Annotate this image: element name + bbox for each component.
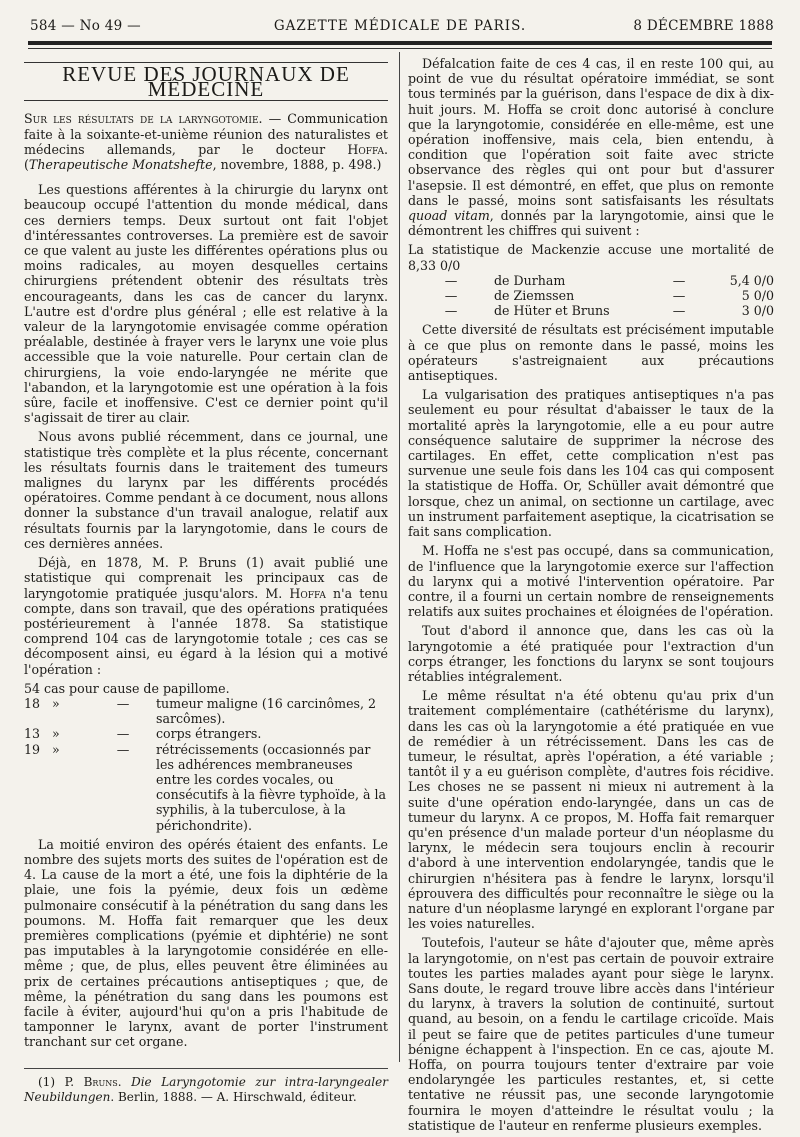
case-count: 13 xyxy=(24,726,41,742)
page-number: 584 xyxy=(30,18,57,34)
footnote-title: Die Laryngotomie zur intra-laryngealer Neubildungen xyxy=(24,1074,388,1104)
paragraph-italic: quoad vitam xyxy=(408,208,490,224)
ditto-dash: — xyxy=(116,741,130,757)
paragraph: M. Hoffa ne s'est pas occupé, dans sa communication, de l'influence que la laryngotomie exerce sur l'affection du larynx qui a motivé l'intervention opératoire. Par contre, il a fourni un certain nombre de renseignements relatifs aux suites prochaines et éloignées de l'opération. xyxy=(408,543,774,620)
ditto-mark: » xyxy=(52,695,60,711)
footnote-rule xyxy=(24,1068,388,1069)
stats-value: 5,4 0/0 xyxy=(729,272,774,288)
stats-row xyxy=(408,242,774,272)
case-count: 54 cas pour cause de papillome. xyxy=(24,680,230,696)
paragraph xyxy=(408,56,774,238)
stats-row xyxy=(408,288,774,303)
header-rule-thick xyxy=(28,41,772,45)
issue-number: — No 49 — xyxy=(61,18,141,34)
list-item xyxy=(24,681,388,696)
article-source-rest: , novembre, 1888, p. 498.) xyxy=(212,157,382,173)
ditto-dash: — xyxy=(444,288,458,304)
article-title: Sur les résultats de la laryngotomie. xyxy=(24,111,263,127)
case-text: rétrécissements (occasionnés par les adhérences membraneuses entre les cordes vocales, ou consécutifs à la fièvre typhoïde, à la syphilis, à la tuberculose, à la périchondrite). xyxy=(156,741,387,833)
footnote-sep: . xyxy=(117,1074,132,1089)
ditto-dash: — xyxy=(672,288,686,304)
section-title: REVUE DES JOURNAUX DE MÉDECINE xyxy=(24,62,388,101)
mortality-stats xyxy=(408,242,774,318)
footnote xyxy=(24,1075,388,1105)
paragraph: La vulgarisation des pratiques antiseptiques n'a pas seulement eu pour résultat d'abaisser le taux de la mortalité après la laryngotomie, elle a eu pour autre conséquence salutaire de supprimer la nécrose des cartilages. En effet, cette complication n'est pas survenue une seule fois dans les 104 cas qui composent la statistique de Hoffa. Or, Schüller avait démontré que lorsque, chez un animal, on sectionne un cartilage, avec un instrument parfaitement aseptique, la cicatrisation se fait sans complication. xyxy=(408,387,774,540)
stats-name: de Hüter et Bruns xyxy=(494,303,610,319)
paragraph: Les questions afférentes à la chirurgie du larynx ont beaucoup occupé l'attention du monde médical, dans ces derniers temps. Deux surtout ont fait l'objet d'intéressantes controverses. La première est de savoir ce que valent au juste les différentes opérations plus ou moins radicales, au moyen desquelles certains chirurgiens prétendent obtenir des résultats très encourageants, dans les cas de cancer du larynx. L'autre est d'ordre plus général ; elle est relative à la valeur de la laryngotomie envisagée comme opération préalable, destinée à frayer vers le larynx une voie plus accessible que la voie naturelle. Pour certain clan de chirurgiens, la voie endo-laryngée ne mérite que l'abandon, et la laryngotomie est une opération à la fois sûre, facile et inoffensive. C'est ce dernier point qu'il s'agissait de tirer au clair. xyxy=(24,182,388,426)
right-column xyxy=(408,56,774,1137)
footnote-author: Bruns xyxy=(83,1074,118,1089)
paragraph: La moitié environ des opérés étaient des enfants. Le nombre des sujets morts des suites de l'opération est de 4. La cause de la mort a été, une fois la diphtérie de la plaie, une fois la pyémie, deux fois un œdème pulmonaire consécutif à la pénétration du sang dans les poumons. M. Hoffa fait remarquer que les deux premières complications (pyémie et diphtérie) ne sont pas imputables à la laryngotomie considérée en elle-même ; que, de plus, elles peuvent être éliminées au prix de certaines précautions antiseptiques ; que, de même, la pénétration du sang dans les poumons est facile à éviter, aujourd'hui qu'on a pris l'habitude de tamponner le larynx, avant de porter l'instrument tranchant sur cet organe. xyxy=(24,836,388,1050)
paragraph: Tout d'abord il annonce que, dans les cas où la laryngotomie a été pratiquée pour l'extraction d'un corps étranger, les fonctions du larynx se sont toujours rétablies intégralement. xyxy=(408,623,774,684)
paragraph: Le même résultat n'a été obtenu qu'au prix d'un traitement complémentaire (cathétérisme du larynx), dans les cas où la laryngotomie a été pratiquée en vue de remédier à un rétrécissement. Dans les cas de tumeur, le résultat, après l'opération, a été variable ; tantôt il y a eu guérison complète, d'autres fois récidive. Les choses ne se passent ni mieux ni autrement à la suite d'une opération endo-laryngée, dans un cas de tumeur du larynx. A ce propos, M. Hoffa fait remarquer qu'en présence d'un malade porteur d'un néoplasme du larynx, le médecin sera toujours enclin à recourir d'abord à une intervention endolaryngée, tandis que le chirurgien n'hésitera pas à fendre le larynx, lorsqu'il éprouvera des difficultés pour reconnaître le siège ou la nature d'un néoplasme laryngé en explorant l'organe par les voies naturelles. xyxy=(408,688,774,932)
bruns-before: Déjà, en 1878, M. P. Bruns (1) avait publié une statistique qui comprenait les principaux cas de laryngotomie pratiquée jusqu'alors. M. xyxy=(24,555,388,601)
paragraph: Cette diversité de résultats est précisément imputable à ce que plus on remonte dans le passé, moins les opérateurs s'astreignaient aux précautions antiseptiques. xyxy=(408,322,774,384)
article-heading xyxy=(24,111,388,172)
ditto-dash: — xyxy=(116,726,130,742)
case-text: corps étrangers. xyxy=(156,726,262,742)
bruns-name: Hoffa xyxy=(289,585,326,601)
case-list xyxy=(24,681,388,833)
ditto-dash: — xyxy=(444,303,458,319)
ditto-dash: — xyxy=(444,272,458,288)
list-item xyxy=(24,742,388,833)
case-count: 18 xyxy=(24,695,41,711)
stats-name: de Ziemssen xyxy=(494,288,575,304)
stats-row xyxy=(408,273,774,288)
header-rule-thin xyxy=(28,48,772,49)
stats-name: de Durham xyxy=(494,272,566,288)
ditto-mark: » xyxy=(52,726,60,742)
ditto-mark: » xyxy=(52,741,60,757)
paragraph-end: , donnés par la laryngotomie, ainsi que le démontrent les chiffres qui suivent : xyxy=(408,208,775,239)
paragraph: Toutefois, l'auteur se hâte d'ajouter que, même après la laryngotomie, on n'est pas certain de pouvoir extraire toutes les parties malades ayant pour siège le larynx. Sans doute, le regard trouve libre accès dans l'intérieur du larynx, à travers la solution de continuité, surtout quand, au besoin, on a fendu le cartilage cricoïde. Mais il peut se faire que de petites particules d'une tumeur bénigne échappent à l'inspection. En ce cas, ajoute M. Hoffa, on pourra toujours tenter d'extraire par voie endolaryngée les particules restantes, et, si cette tentative ne réussit pas, une seconde laryngotomie fournira le moyen d'atteindre le résultat voulu ; la statistique de l'auteur en renferme plusieurs exemples. xyxy=(408,935,774,1133)
list-item xyxy=(24,696,388,726)
stats-first: La statistique de Mackenzie accuse une mortalité de 8,33 0/0 xyxy=(408,242,774,273)
article-source-journal: Therapeutische Monatshefte xyxy=(28,157,213,173)
stats-value: 3 0/0 xyxy=(741,303,774,319)
list-item xyxy=(24,726,388,741)
stats-value: 5 0/0 xyxy=(741,288,774,304)
page-header xyxy=(26,14,774,38)
paragraph-bruns xyxy=(24,555,388,677)
article-author: Hoffa xyxy=(347,141,384,157)
left-column xyxy=(24,56,388,1109)
ditto-dash: — xyxy=(672,272,686,288)
ditto-dash: — xyxy=(116,695,130,711)
bruns-after: n'a tenu compte, dans son travail, que des opérations pratiquées postérieurement à l'année 1878. Sa statistique comprend 104 cas de laryngotomie totale ; ces cas se décomposent ainsi, eu égard à la lésion qui a motivé l'opération : xyxy=(24,585,388,677)
paragraph-text: Défalcation faite de ces 4 cas, il en reste 100 qui, au point de vue du résultat opératoire immédiat, se sont tous terminés par la guérison, dans l'espace de dix à dix-huit jours. M. Hoffa se croit donc autorisé à conclure que la laryngotomie, considérée en elle-même, est une opération inoffensive, mais cela, bien entendu, à condition que l'opération soit faite avec stricte observance des règles qui ont pour but d'assurer l'asepsie. Il est démontré, en effet, que plus on remonte dans le passé, moins sont satisfaisants les résultats xyxy=(408,56,774,208)
column-divider xyxy=(399,52,400,1062)
case-count: 19 xyxy=(24,741,41,757)
case-text: tumeur maligne (16 carcinômes, 2 sarcômes). xyxy=(156,695,377,727)
journal-name: GAZETTE MÉDICALE DE PARIS. xyxy=(273,18,527,34)
footnote-rest: . Berlin, 1888. — A. Hirschwald, éditeur. xyxy=(110,1089,357,1104)
ditto-dash: — xyxy=(672,303,686,319)
paragraph: Nous avons publié récemment, dans ce journal, une statistique très complète et la plus récente, concernant les résultats fournis dans le traitement des tumeurs malignes du larynx par les différents procédés opératoires. Comme pendant à ce document, nous allons donner la substance d'un travail analogue, relatif aux résultats fournis par la laryngotomie, dans le cours de ces dernières années. xyxy=(24,429,388,551)
stats-row xyxy=(408,303,774,318)
issue-date: 8 DÉCEMBRE 1888 xyxy=(633,18,774,34)
article-source-open: . ( xyxy=(24,141,388,173)
footnote-marker: (1) P. xyxy=(38,1074,84,1089)
article-intro: — Communication faite à la soixante-et-unième réunion des naturalistes et médecins allemands, par le docteur xyxy=(24,111,389,157)
